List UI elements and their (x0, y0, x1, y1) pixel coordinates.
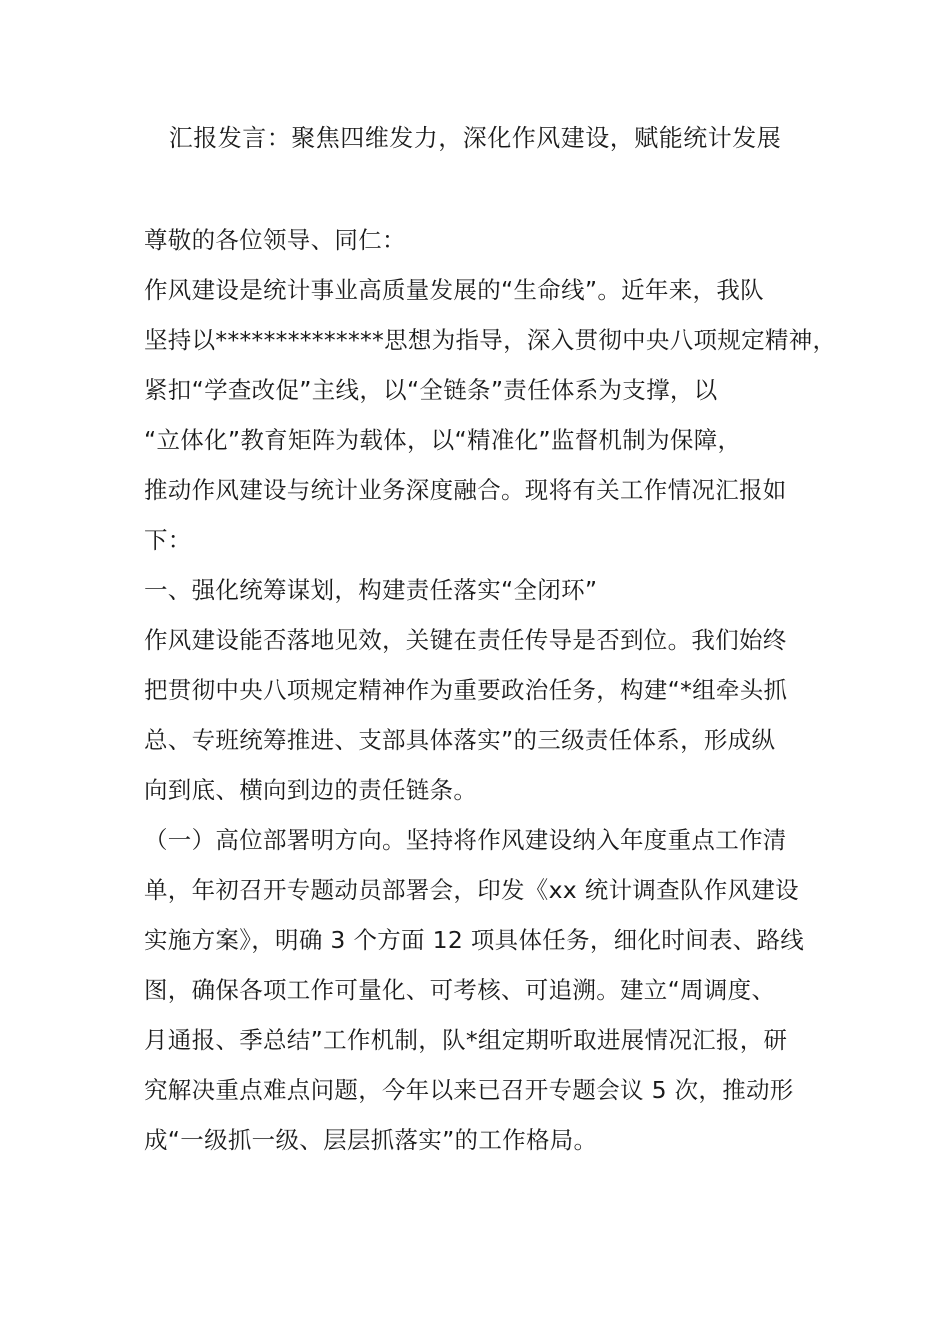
salutation-line: 尊敬的各位领导、同仁： (144, 226, 406, 254)
paragraph-line: 紧扣“学查改促”主线，以“全链条”责任体系为支撑，以 (144, 376, 718, 404)
paragraph-line: 实施方案》，明确 3 个方面 12 项具体任务，细化时间表、路线 (144, 926, 805, 954)
paragraph-line: “立体化”教育矩阵为载体，以“精准化”监督机制为保障， (144, 426, 742, 454)
paragraph-line: 作风建设能否落地见效，关键在责任传导是否到位。我们始终 (144, 626, 787, 654)
paragraph-line: 究解决重点难点问题，今年以来已召开专题会议 5 次，推动形 (144, 1076, 794, 1104)
paragraph-line: 下： (144, 526, 192, 554)
document-body (144, 215, 837, 1165)
paragraph-line: 总、专班统筹推进、支部具体落实”的三级责任体系，形成纵 (144, 726, 776, 754)
paragraph-line: 图，确保各项工作可量化、可考核、可追溯。建立“周调度、 (144, 976, 776, 1004)
paragraph-line: 向到底、横向到边的责任链条。 (144, 776, 478, 804)
paragraph-line: 作风建设是统计事业高质量发展的“生命线”。近年来，我队 (144, 276, 764, 304)
document-title: 汇报发言：聚焦四维发力，深化作风建设，赋能统计发展 (168, 124, 782, 152)
paragraph-line: 月通报、季总结”工作机制，队*组定期听取进展情况汇报，研 (144, 1026, 788, 1054)
paragraph-line: 成“一级抓一级、层层抓落实”的工作格局。 (144, 1126, 598, 1154)
subsection-line: （一）高位部署明方向。坚持将作风建设纳入年度重点工作清 (144, 826, 787, 854)
paragraph-line: 把贯彻中央八项规定精神作为重要政治任务，构建“*组牵头抓 (144, 676, 788, 704)
paragraph-line: 单，年初召开专题动员部署会，印发《xx 统计调查队作风建设 (144, 876, 799, 904)
section-heading: 一、强化统筹谋划，构建责任落实“全闭环” (144, 576, 598, 604)
paragraph-line: 坚持以**************思想为指导，深入贯彻中央八项规定精神， (144, 326, 837, 354)
paragraph-line: 推动作风建设与统计业务深度融合。现将有关工作情况汇报如 (144, 476, 787, 504)
